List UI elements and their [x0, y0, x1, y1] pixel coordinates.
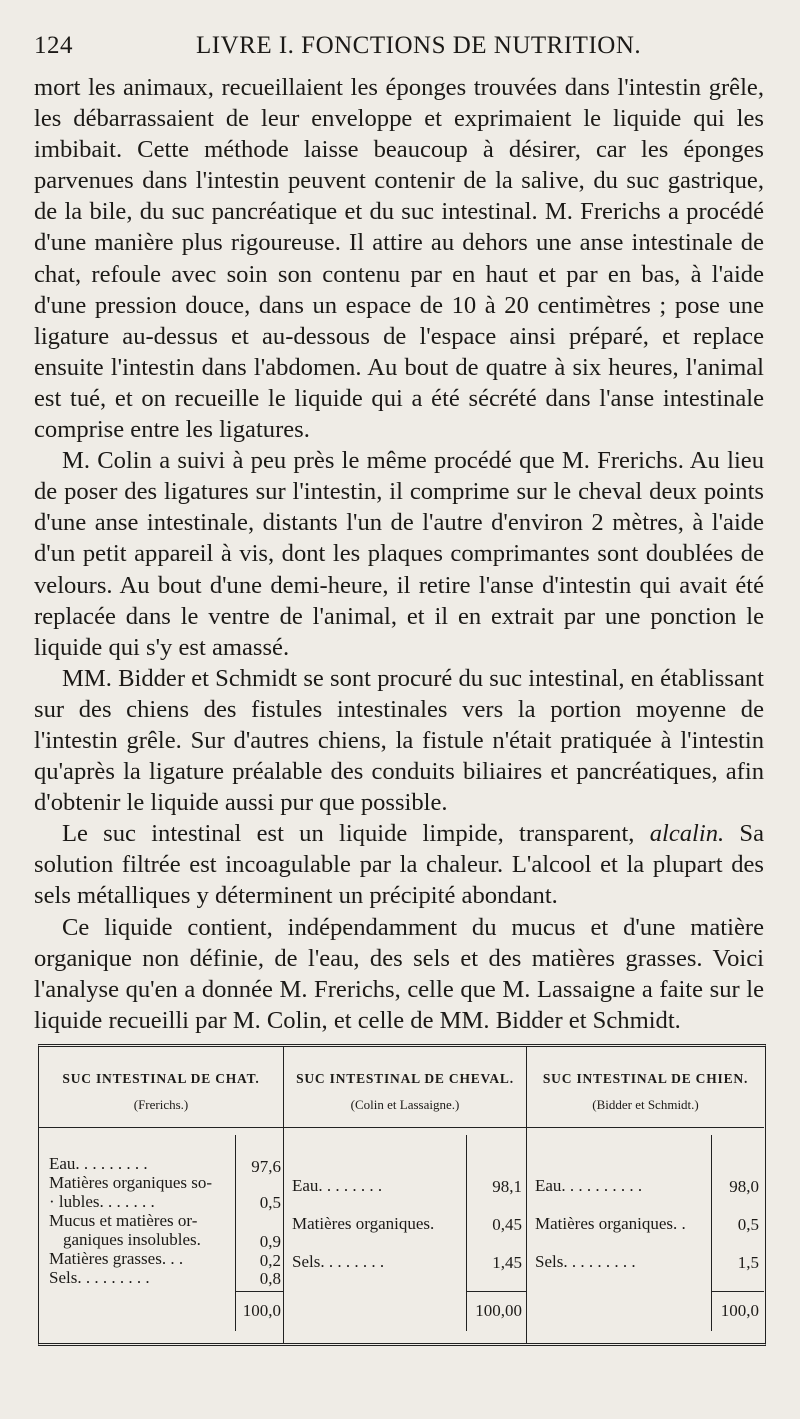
table-row-value: 0,2 — [259, 1251, 281, 1270]
table-total: 100,0 — [720, 1301, 759, 1320]
table-row-label: Sels. . . . . . . . . — [49, 1268, 150, 1287]
table-row-value: 0,9 — [259, 1232, 281, 1251]
running-title: LIVRE I. FONCTIONS DE NUTRITION. — [196, 32, 642, 59]
total-rule — [235, 1291, 284, 1292]
table-row-label: Eau. . . . . . . . . . — [535, 1176, 643, 1195]
table-row-label: Matières organiques so- — [49, 1173, 213, 1192]
paragraph-2: M. Colin a suivi à peu près le même procédé que M. Frerichs. Au lieu de poser des ligatures sur l'intestin, il comprime sur le cheval deux points d'une anse intestinale, distants l'un de l'autre d'environ 2 mètres, à l'aide d'un petit appareil à vis, dont les plaques comprimantes sont doublées de velours. Au bout d'une demi-heure, il retire l'anse d'intestin qui avait été replacée dans le ventre de l'animal, et il en extrait par une ponction le liquide qui s'y est amassé. — [34, 447, 764, 661]
total-rule — [711, 1291, 764, 1292]
column-title: SUC INTESTINAL DE CHEVAL. — [296, 1071, 514, 1086]
table-total: 100,00 — [475, 1301, 522, 1320]
column-header — [39, 1047, 283, 1128]
table-row-value: 0,45 — [492, 1215, 522, 1234]
table-row-value: 98,0 — [729, 1177, 759, 1196]
table-row-value: 98,1 — [492, 1177, 522, 1196]
table-row-value: 97,6 — [251, 1157, 281, 1176]
page-header — [34, 28, 764, 64]
paragraph-4-italic: alcalin. — [649, 820, 725, 848]
table-row-label: Sels. . . . . . . . . — [535, 1252, 636, 1271]
column-header — [527, 1047, 764, 1128]
table-row-value: 0,8 — [259, 1269, 281, 1288]
table-column-chien — [527, 1047, 764, 1343]
table-row-label: · lubles. . . . . . . — [49, 1192, 155, 1211]
table-row-label: Mucus et matières or- — [49, 1211, 198, 1230]
paragraph-5: Ce liquide contient, indépendamment du mucus et d'une matière organique non définie, de l'eau, des sels et des matières grasses. Voici l'analyse qu'en a donnée M. Frerichs, celle que M. Lassaigne a faite sur le liquide recueilli par M. Colin, et celle de MM. Bidder et Schmidt. — [34, 913, 764, 1034]
table-row-label: Matières organiques. . — [535, 1214, 686, 1233]
column-title: SUC INTESTINAL DE CHIEN. — [542, 1071, 749, 1086]
paragraph-4-start: Le suc intestinal est un liquide limpide, transparent, — [62, 820, 650, 848]
table-column-chat — [39, 1047, 284, 1343]
table-row-value: 1,45 — [492, 1253, 522, 1272]
table-row-label: Eau. . . . . . . . . — [49, 1154, 148, 1173]
table-row-value: 1,5 — [737, 1253, 759, 1272]
column-source: (Colin et Lassaigne.) — [350, 1097, 460, 1112]
column-source: (Frerichs.) — [133, 1097, 189, 1112]
column-header — [284, 1047, 526, 1128]
body-text — [34, 72, 764, 1036]
table-row-label: Matières organiques. — [292, 1214, 435, 1233]
table-row-value: 0,5 — [259, 1193, 281, 1212]
table-row-label: ganiques insolubles. — [63, 1230, 201, 1249]
table-row-label: Matières grasses. . . — [49, 1249, 184, 1268]
table-row-value: 0,5 — [737, 1215, 759, 1234]
table-total: 100,0 — [242, 1301, 281, 1320]
analysis-table — [38, 1044, 766, 1346]
paragraph-3: MM. Bidder et Schmidt se sont procuré du suc intestinal, en établissant sur des chiens des fistules intestinales vers la portion moyenne de l'intestin grêle. Sur d'autres chiens, la fistule n'était pratiquée à l'intestin qu'après la ligature préalable des conduits biliaires et pancréatiques, afin d'obtenir le liquide aussi pur que possible. — [34, 664, 764, 817]
table-column-cheval — [284, 1047, 527, 1343]
paragraph-4-end: Sa solution filtrée est incoagulable par la chaleur. L'alcool et la plupart des sels métalliques y déterminent un précipité abondant. — [34, 820, 765, 910]
column-source: (Bidder et Schmidt.) — [592, 1097, 699, 1112]
column-title: SUC INTESTINAL DE CHAT. — [62, 1071, 260, 1086]
table-row-label: Eau. . . . . . . . — [292, 1176, 383, 1195]
paragraph-4 — [34, 818, 764, 911]
total-rule — [466, 1291, 527, 1292]
page-number: 124 — [34, 32, 73, 59]
table-row-label: Sels. . . . . . . . — [292, 1252, 385, 1271]
paragraph-1: mort les animaux, recueillaient les éponges trouvées dans l'intestin grêle, les débarrassaient de leur enveloppe et exprimaient le liquide qui les imbibait. Cette méthode laisse beaucoup à désirer, car les éponges parvenues dans l'intestin peuvent contenir de la salive, du suc gastrique, de la bile, du suc pancréatique et du suc intestinal. M. Frerichs a procédé d'une manière plus rigoureuse. Il attire au dehors une anse intestinale de chat, refoule avec soin son contenu par en haut et par en bas, à l'aide d'une pression douce, dans un espace de 10 à 20 centimètres ; pose une ligature au-dessus et au-dessous de l'espace ainsi préparé, et replace ensuite l'intestin dans l'abdomen. Au bout de quatre à six heures, l'animal est tué, et on recueille le liquide qui a été sécrété dans l'anse intestinale comprise entre les ligatures. — [34, 74, 764, 444]
